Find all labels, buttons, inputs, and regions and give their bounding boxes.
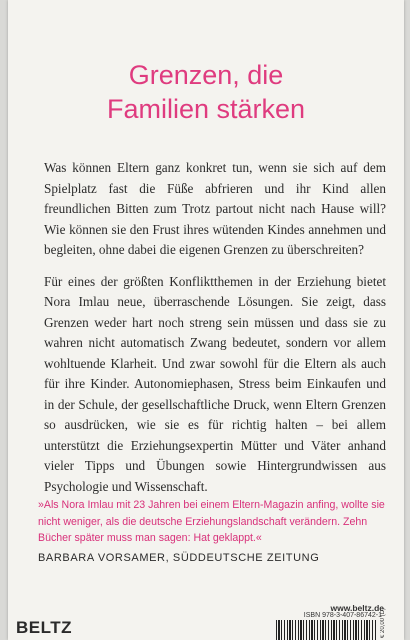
publisher-logo: BELTZ [16,618,73,637]
quote-author: BARBARA VORSAMER, SÜDDEUTSCHE ZEITUNG [38,552,320,564]
price: € 20,00 (D) [380,607,386,638]
isbn: ISBN 978-3-407-86742-1 [303,612,382,619]
blurb-paragraph-2: Für eines der größten Konfliktthemen in der Erziehung bietet Nora Imlau neue, überraschende Lösungen. Sie zeigt, dass Grenzen weder hart noch streng sein müssen und dass sie zu wahren nicht automatisch Zwang bedeutet, sondern vor allem wohltuende Klarheit. Und zwar sowohl für die Eltern als auch für ihre Kinder. Autonomiephasen, Stress beim Einkaufen und in der Schule, der gesellschaftliche Druck, wenn Eltern Grenzen so ausdrücken, wie sie es für richtig halten – bei allem unterstützt die Erziehungsexpertin Mütter und Väter anhand vieler Tipps und Übungen sowie Hintergrundwissen aus Psychologie und Wissenschaft. [44,273,386,494]
book-back-cover [8,0,404,640]
barcode [276,620,376,640]
headline-line-1: Grenzen, die [128,60,284,90]
headline [8,58,404,126]
headline-line-2: Familien stärken [106,94,306,124]
blurb-paragraph-1: Was können Eltern ganz konkret tun, wenn sie sich auf dem Spielplatz fast die Füße abfrieren und ihr Kind allen freundlichen Bitten zum Trotz partout nicht nach Hause will? Wie können sie den Frust ihres wütenden Kindes annehmen und begleiten, ohne dabei die eigenen Grenzen zu überschreiten? [44,160,386,257]
review-quote: »Als Nora Imlau mit 23 Jahren bei einem Eltern-Magazin anfing, wollte sie nicht weniger, als die deutsche Erziehungslandschaft verändern. Zehn Bücher später muss man sagen: Hat geklappt.« [38,499,385,544]
blurb [44,158,386,508]
publisher-website: www.beltz.de [330,603,384,613]
